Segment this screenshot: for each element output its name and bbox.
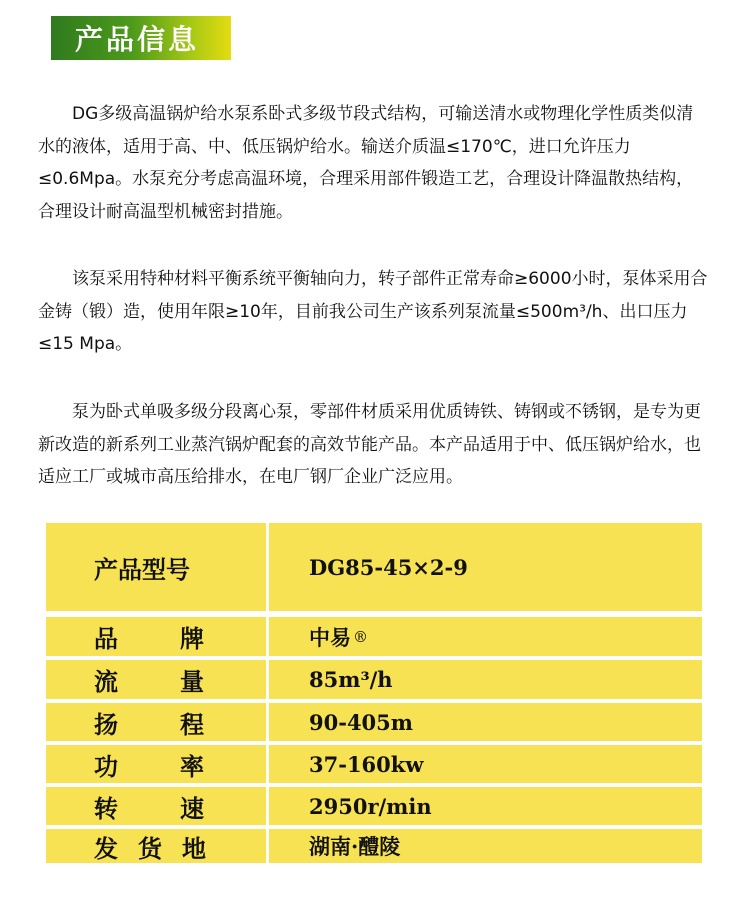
spec-label-origin-char-2: 货 [138,834,162,863]
spec-label-origin [46,829,266,863]
description-paragraph-2: 该泵采用特种材料平衡系统平衡轴向力，转子部件正常寿命≥6000小时，泵体采用合金铸（锻）造，使用年限≥10年，目前我公司生产该系列泵流量≤500m³/h、出口压力≤15 Mpa。 [38,269,708,354]
spec-value-model-text: DG85-45×2-9 [309,554,468,580]
spec-label-power-char-1: 功 [94,752,118,781]
registered-mark: ® [353,627,368,646]
spec-label-model-text: 产品型号 [94,555,190,584]
spec-label-flow-char-2: 量 [180,668,204,696]
spec-label-flow-char-1: 流 [94,668,118,696]
spec-value-speed [269,787,702,825]
spec-row-power [46,745,702,783]
spec-value-head [269,703,702,741]
description-paragraph-1: DG多级高温锅炉给水泵系卧式多级节段式结构，可输送清水或物理化学性质类似清水的液体，适用于高、中、低压锅炉给水。输送介质温≤170℃，进口允许压力≤0.6Mpa。水泵充分考虑高温环境，合理采用部件锻造工艺，合理设计降温散热结构，合理设计耐高温型机械密封措施。 [38,104,694,222]
spec-label-origin-char-1: 发 [94,834,118,863]
spec-value-brand [269,617,702,656]
section-title: 产品信息 [75,23,200,56]
spec-label-head [46,703,266,741]
spec-label-speed [46,787,266,825]
spec-label-brand [46,617,266,656]
spec-label-brand-char-2: 牌 [180,625,204,653]
spec-label-model [46,523,266,611]
spec-row-speed [46,787,702,825]
spec-value-flow [269,660,702,699]
spec-label-head-char-1: 扬 [94,710,118,739]
spec-label-brand-char-1: 品 [94,625,118,653]
spec-label-flow [46,660,266,699]
spec-label-speed-char-1: 转 [94,794,118,823]
spec-value-flow-text: 85m³/h [309,667,393,692]
spec-value-power-text: 37-160kw [309,751,424,777]
spec-label-speed-char-2: 速 [180,794,204,823]
spec-value-origin-text: 湖南·醴陵 [309,834,401,859]
spec-value-power [269,745,702,783]
spec-value-head-text: 90-405m [309,709,413,735]
spec-row-brand [46,617,702,656]
spec-row-origin [46,829,702,863]
spec-value-speed-text: 2950r/min [309,793,432,819]
spec-row-head [46,703,702,741]
spec-row-flow [46,660,702,699]
description-paragraph-3: 泵为卧式单吸多级分段离心泵，零部件材质采用优质铸铁、铸钢或不锈钢，是专为更新改造的新系列工业蒸汽锅炉配套的高效节能产品。本产品适用于中、低压锅炉给水，也适应工厂或城市高压给排水，在电厂钢厂企业广泛应用。 [38,402,701,487]
spec-label-power-char-2: 率 [180,752,204,781]
spec-label-origin-char-3: 地 [182,834,206,863]
spec-table [46,523,702,863]
spec-label-power [46,745,266,783]
spec-value-origin [269,829,702,863]
spec-value-brand-text: 中易 [309,624,351,650]
spec-row-model [46,523,702,611]
section-title-banner [51,16,231,60]
spec-value-model [269,523,702,611]
spec-label-head-char-2: 程 [180,710,204,739]
